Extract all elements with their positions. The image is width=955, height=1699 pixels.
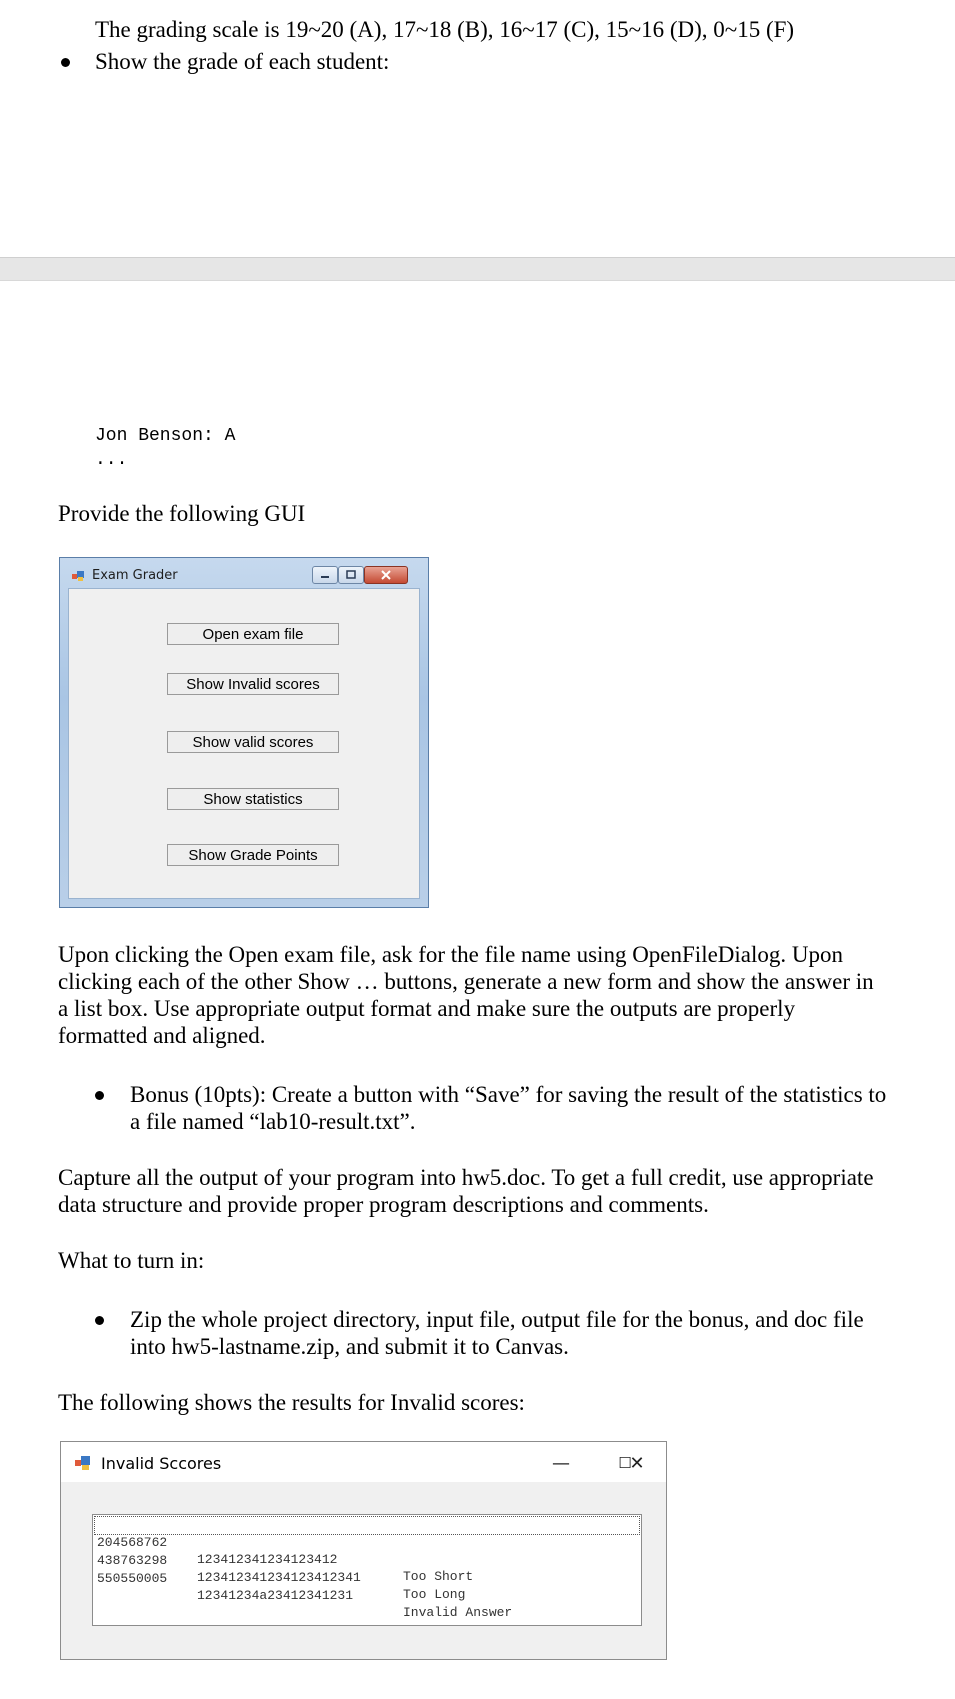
- student-id: 204568762: [97, 1535, 168, 1550]
- status: Invalid Answer: [403, 1605, 513, 1620]
- minimize-icon: [313, 567, 337, 583]
- bullet-dot: [61, 58, 70, 67]
- bullet-dot: [95, 1316, 104, 1325]
- close-icon: [365, 567, 407, 583]
- zip-line-2: into hw5-lastname.zip, and submit it to Canvas.: [130, 1334, 569, 1359]
- open-exam-file-button[interactable]: Open exam file: [167, 623, 339, 645]
- minimize-icon[interactable]: —: [552, 1452, 570, 1474]
- status: Too Long: [403, 1587, 466, 1602]
- answers: 12341234a23412341231: [197, 1588, 354, 1603]
- close-button[interactable]: [364, 566, 408, 584]
- bullet-show-grade: Show the grade of each student:: [95, 49, 390, 74]
- window-title: Invalid Sccores: [101, 1454, 222, 1473]
- form-client-area: [68, 588, 420, 899]
- following-shows-text: The following shows the results for Invalid scores:: [58, 1390, 525, 1415]
- bullet-dot: [95, 1091, 104, 1100]
- bonus-line-2: a file named “lab10-result.txt”.: [130, 1109, 416, 1134]
- minimize-button[interactable]: [312, 566, 338, 584]
- invalid-scores-window: [60, 1441, 667, 1660]
- app-icon: [75, 1456, 91, 1470]
- answers: 12341234123412341​2: [197, 1552, 338, 1567]
- exam-grader-window: [59, 557, 429, 908]
- code-line-1: Jon Benson: A: [95, 426, 236, 446]
- results-list-box[interactable]: [92, 1514, 642, 1626]
- maximize-button[interactable]: [338, 566, 364, 584]
- para-open-line-2: clicking each of the other Show … buttons, generate a new form and show the answer in: [58, 969, 874, 994]
- page-break: [0, 257, 955, 281]
- code-line-2: ...: [95, 450, 128, 470]
- show-invalid-scores-button[interactable]: Show Invalid scores: [167, 673, 339, 695]
- title-bar: [61, 1442, 666, 1482]
- app-icon: [72, 571, 84, 581]
- window-title: Exam Grader: [92, 568, 178, 583]
- student-id: 438763298: [97, 1553, 168, 1568]
- show-valid-scores-button[interactable]: Show valid scores: [167, 731, 339, 753]
- show-statistics-button[interactable]: Show statistics: [167, 788, 339, 810]
- grading-scale-line: The grading scale is 19~20 (A), 17~18 (B), 16~17 (C), 15~16 (D), 0~15 (F): [95, 17, 795, 42]
- what-to-turn-in: What to turn in:: [58, 1248, 205, 1273]
- show-grade-points-button[interactable]: Show Grade Points: [167, 844, 339, 866]
- answers: 1234123412341234​12341: [197, 1570, 361, 1585]
- maximize-icon: [339, 567, 363, 583]
- zip-line-1: Zip the whole project directory, input file, output file for the bonus, and doc file: [130, 1307, 864, 1332]
- provide-gui-text: Provide the following GUI: [58, 501, 306, 526]
- para-open-line-1: Upon clicking the Open exam file, ask for the file name using OpenFileDialog. Upon: [58, 942, 843, 967]
- bonus-line-1: Bonus (10pts): Create a button with “Save” for saving the result of the statistics to: [130, 1082, 887, 1107]
- capture-line-1: Capture all the output of your program into hw5.doc. To get a full credit, use appropriate: [58, 1165, 874, 1190]
- student-id: 550550005: [97, 1571, 168, 1586]
- capture-line-2: data structure and provide proper program descriptions and comments.: [58, 1192, 709, 1217]
- para-open-line-3: a list box. Use appropriate output format and make sure the outputs are properly: [58, 996, 796, 1021]
- para-open-line-4: formatted and aligned.: [58, 1023, 266, 1048]
- maximize-icon[interactable]: ☐: [618, 1454, 632, 1472]
- status: Too Short: [403, 1569, 474, 1584]
- close-icon[interactable]: ✕: [629, 1452, 645, 1474]
